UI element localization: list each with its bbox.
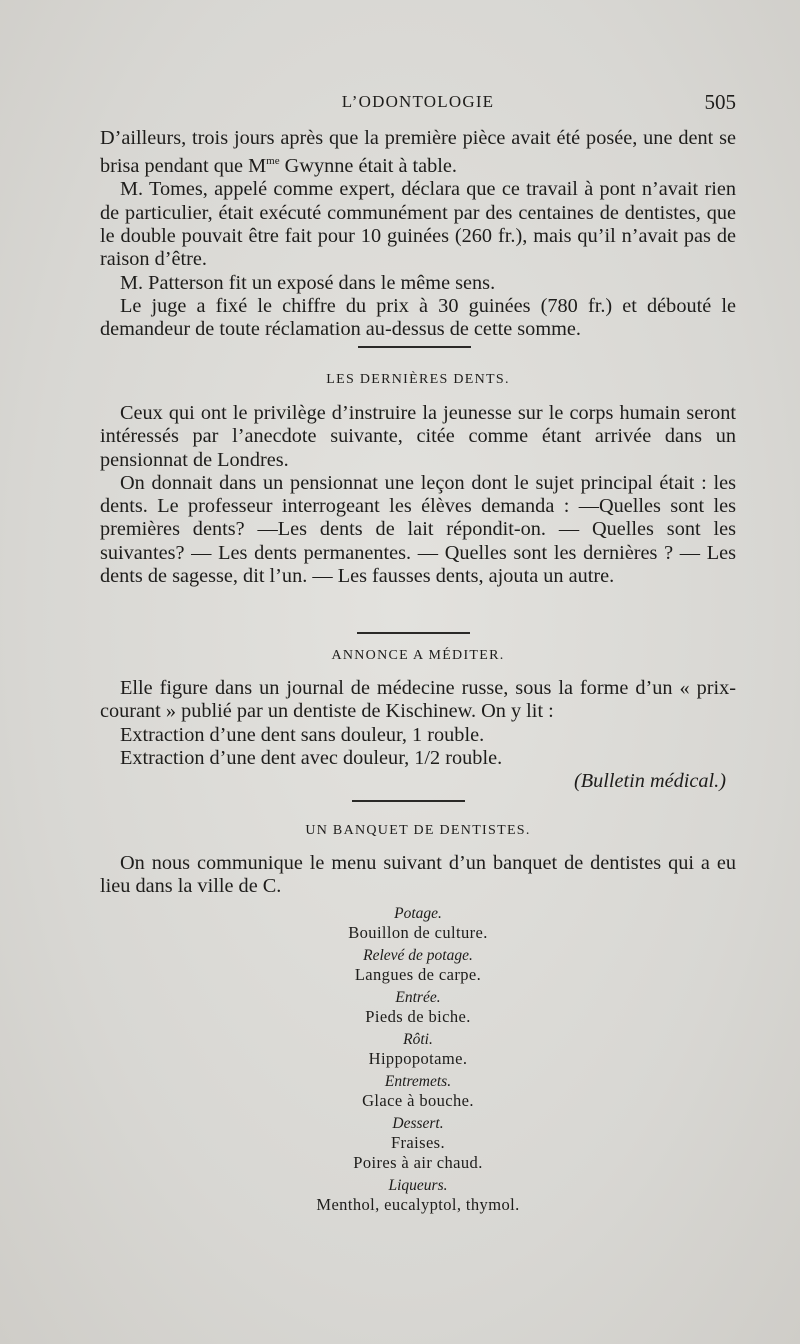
menu-dish: Pieds de biche.	[365, 1007, 471, 1026]
price-line: Extraction d’une dent avec douleur, 1/2 rouble.	[120, 746, 503, 769]
menu-dish: Menthol, eucalyptol, thymol.	[316, 1195, 520, 1214]
section-divider	[352, 800, 465, 802]
section-divider	[358, 346, 471, 348]
menu-course: Dessert.	[392, 1115, 444, 1132]
section-title-banquet: UN BANQUET DE DENTISTES.	[305, 823, 531, 838]
banquet-menu	[100, 905, 736, 1215]
section-title-dernieres-dents: LES DERNIÈRES DENTS.	[326, 372, 510, 387]
menu-dish: Glace à bouche.	[362, 1091, 474, 1110]
menu-dish: Hippopotame.	[368, 1049, 468, 1068]
continuation-text	[100, 127, 736, 341]
paragraph: Ceux qui ont le privilège d’instruire la jeunesse sur le corps humain seront intéressés par l’anecdote suivante, citée comme étant arrivée dans un pensionnat de Londres.	[100, 402, 736, 471]
paragraph: M. Patterson fit un exposé dans le même sens.	[120, 271, 496, 294]
menu-course: Rôti.	[403, 1031, 433, 1048]
menu-course: Entremets.	[384, 1073, 452, 1090]
running-head: L’ODONTOLOGIE	[341, 92, 495, 111]
section-dernieres-dents-text	[100, 402, 736, 588]
section-banquet-text	[100, 852, 736, 899]
section-title-annonce: ANNONCE A MÉDITER.	[331, 648, 505, 663]
menu-dish: Bouillon de culture.	[348, 923, 488, 942]
section-annonce-text	[100, 677, 736, 793]
paragraph: M. Tomes, appelé comme expert, déclara que ce travail à pont n’avait rien de particulier, était exécuté communément par des centaines de dentistes, que le double pouvait être fait pour 10 guinées (260 fr.), mais qu’il n’avait pas de raison d’être.	[100, 178, 736, 271]
menu-dish: Fraises.	[390, 1133, 446, 1152]
menu-course: Liqueurs.	[388, 1177, 448, 1194]
menu-dish: Poires à air chaud.	[353, 1153, 483, 1172]
source-citation: (Bulletin médical.)	[573, 770, 726, 793]
menu-dish: Langues de carpe.	[354, 965, 482, 984]
paragraph: Elle figure dans un journal de médecine russe, sous la forme d’un « prix-courant » publié par un dentiste de Kischinew. On y lit :	[100, 677, 736, 723]
price-line: Extraction d’une dent sans douleur, 1 rouble.	[120, 723, 485, 746]
section-divider	[357, 632, 470, 634]
menu-course: Relevé de potage.	[363, 947, 473, 964]
page-header	[100, 92, 736, 116]
page-number: 505	[704, 90, 736, 114]
paragraph: On nous communique le menu suivant d’un banquet de dentistes qui a eu lieu dans la ville de C.	[100, 852, 736, 898]
paragraph: On donnait dans un pensionnat une leçon dont le sujet principal était : les dents. Le professeur interrogeant les élèves demanda : —Quelles sont les premières dents? —Les dents de lait répondit-on. — Quelles sont les suivantes? — Les dents permanentes. — Quelles sont les dernières ? — Les dents de sagesse, dit l’un. — Les fausses dents, ajouta un autre.	[100, 471, 736, 588]
menu-course: Potage.	[394, 905, 442, 922]
paragraph: D’ailleurs, trois jours après que la première pièce avait été posée, une dent se brisa pendant que $M^{me}$ Gwynne était à table.	[100, 127, 736, 178]
paragraph: Le juge a fixé le chiffre du prix à 30 guinées (780 fr.) et débouté le demandeur de toute réclamation au-dessus de cette somme.	[100, 294, 736, 341]
menu-course: Entrée.	[395, 989, 441, 1006]
